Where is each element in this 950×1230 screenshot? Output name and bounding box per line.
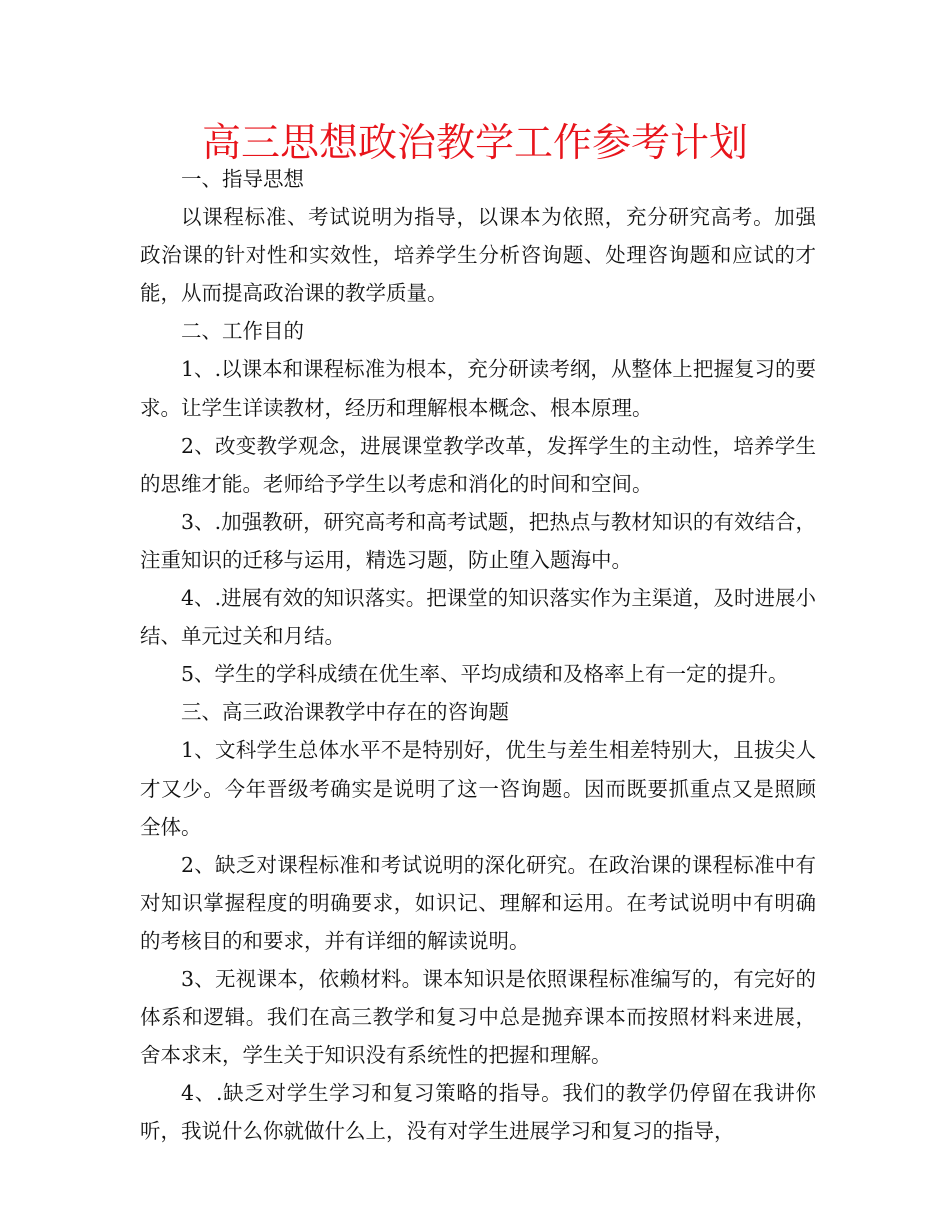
paragraph-problem-1: 1、文科学生总体水平不是特别好，优生与差生相差特别大，且拔尖人才又少。今年晋级考确实是说明了这一咨询题。因而既要抓重点又是照顾全体。: [140, 738, 816, 839]
paragraph-goal-3: 3、.加强教研，研究高考和高考试题，把热点与教材知识的有效结合，注重知识的迁移与运用，精选习题，防止堕入题海中。: [140, 509, 816, 572]
paragraph-goal-2: 2、改变教学观念，进展课堂教学改革，发挥学生的主动性，培养学生的思维才能。老师给予学生以考虑和消化的时间和空间。: [140, 433, 816, 496]
section-heading-work-goals: 二、工作目的: [181, 319, 304, 344]
paragraph-problem-4: 4、.缺乏对学生学习和复习策略的指导。我们的教学仍停留在我讲你听，我说什么你就做什么上，没有对学生进展学习和复习的指导，: [140, 1081, 816, 1144]
paragraph-goal-4: 4、.进展有效的知识落实。把课堂的知识落实作为主渠道，及时进展小结、单元过关和月结。: [140, 586, 816, 649]
document-title: 高三思想政治教学工作参考计划: [201, 121, 748, 166]
paragraph-guiding-thought: 以课程标准、考试说明为指导，以课本为依照，充分研究高考。加强政治课的针对性和实效性，培养学生分析咨询题、处理咨询题和应试的才能，从而提高政治课的教学质量。: [140, 205, 816, 306]
paragraph-problem-2: 2、缺乏对课程标准和考试说明的深化研究。在政治课的课程标准中有对知识掌握程度的明确要求，如识记、理解和运用。在考试说明中有明确的考核目的和要求，并有详细的解读说明。: [140, 852, 816, 953]
paragraph-goal-1: 1、.以课本和课程标准为根本，充分研读考纲，从整体上把握复习的要求。让学生详读教材，经历和理解根本概念、根本原理。: [140, 357, 816, 420]
paragraph-goal-5: 5、学生的学科成绩在优生率、平均成绩和及格率上有一定的提升。: [181, 662, 789, 687]
document-body: [140, 160, 816, 1150]
paragraph-problem-3: 3、无视课本，依赖材料。课本知识是依照课程标准编写的，有完好的体系和逻辑。我们在高三教学和复习中总是抛弃课本而按照材料来进展，舍本求末，学生关于知识没有系统性的把握和理解。: [140, 966, 816, 1068]
section-heading-problems: 三、高三政治课教学中存在的咨询题: [181, 700, 509, 725]
section-heading-guiding-thought: 一、指导思想: [181, 167, 304, 191]
